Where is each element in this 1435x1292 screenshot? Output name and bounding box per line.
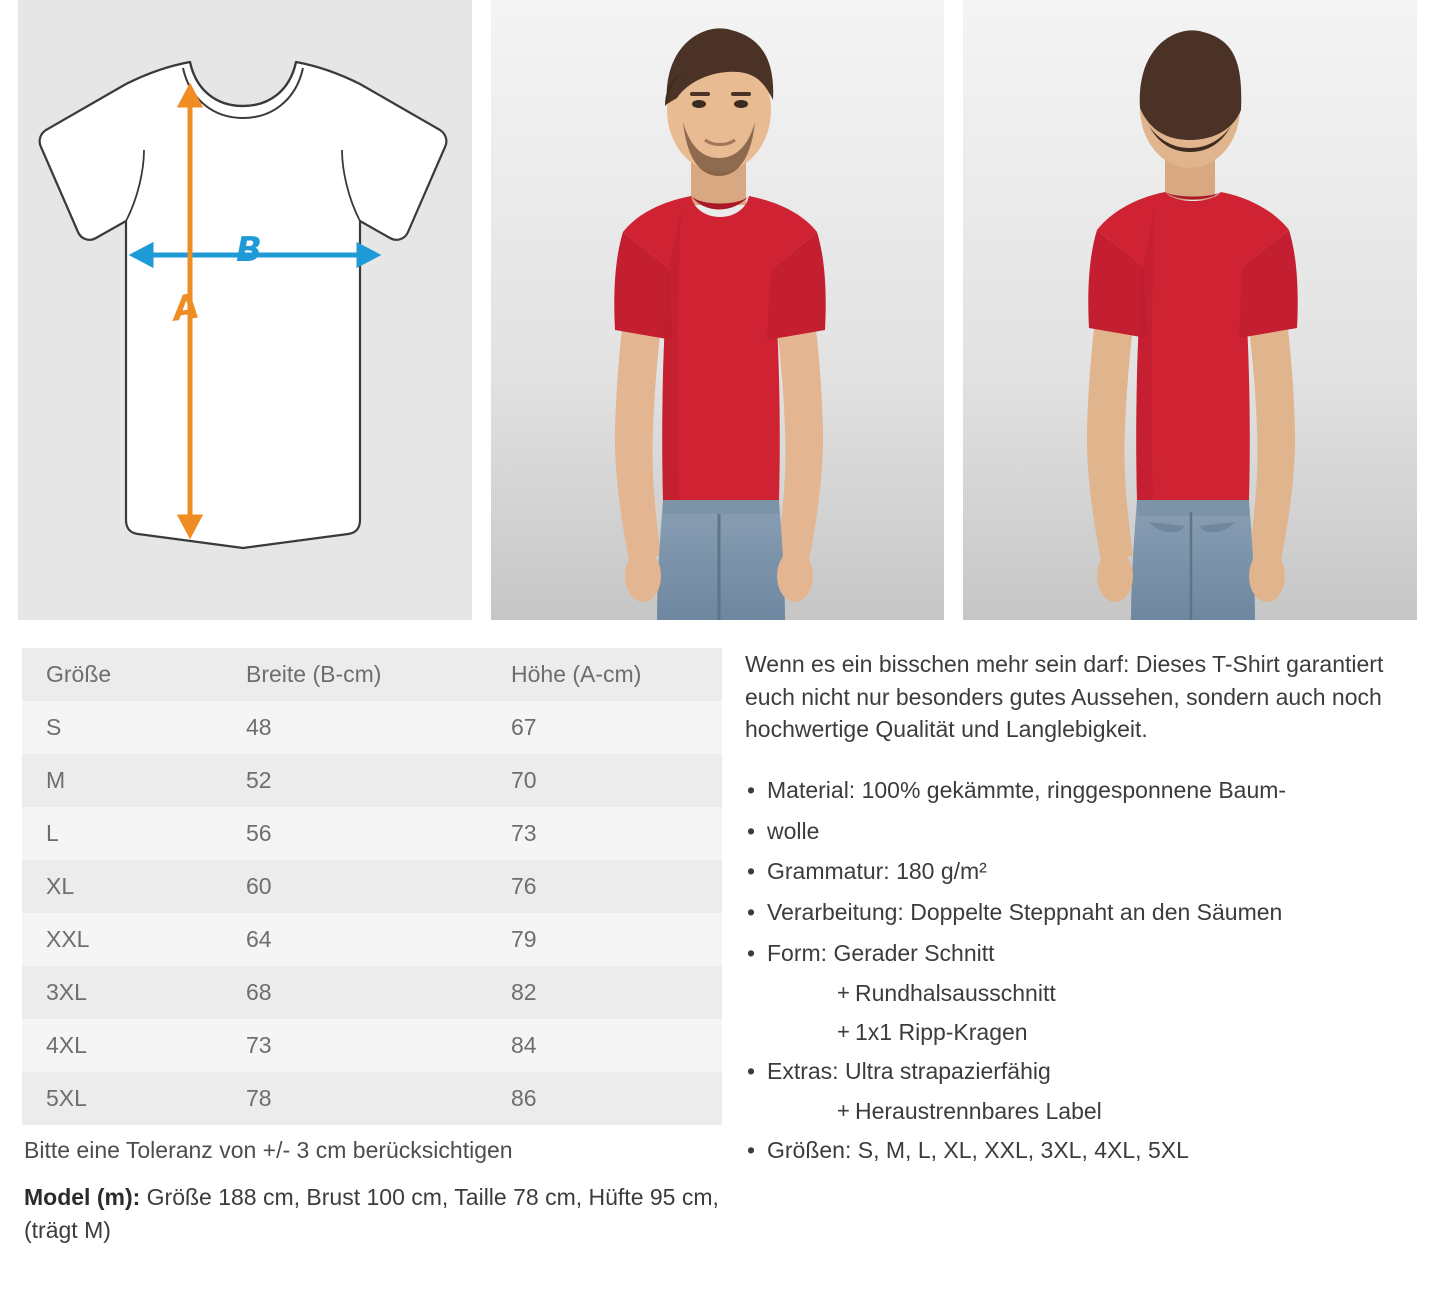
- cell-height: 86: [511, 1085, 537, 1111]
- list-item-continuation: • wolle: [745, 815, 1417, 848]
- list-item: • Verarbeitung: Doppelte Steppnaht an den Säumen: [745, 896, 1417, 929]
- details-section: [0, 648, 1435, 1292]
- table-row: [22, 807, 722, 860]
- cell-width: 56: [246, 820, 272, 846]
- size-table: [22, 648, 722, 1125]
- table-row: [22, 701, 722, 754]
- table-row: [22, 1072, 722, 1125]
- tolerance-note: Bitte eine Toleranz von +/- 3 cm berücksichtigen: [24, 1137, 513, 1163]
- list-item-sub: + 1x1 Ripp-Kragen: [745, 1016, 1417, 1049]
- cell-height: 82: [511, 979, 537, 1005]
- cell-height: 79: [511, 926, 537, 952]
- table-row: [22, 860, 722, 913]
- cell-height: 73: [511, 820, 537, 846]
- list-item: • Extras: Ultra strapazierfähig: [745, 1055, 1417, 1088]
- tshirt-measurement-diagram: [18, 0, 472, 620]
- table-row: [22, 754, 722, 807]
- cell-size: 5XL: [46, 1085, 87, 1111]
- table-row: [22, 1019, 722, 1072]
- cell-width: 73: [246, 1032, 272, 1058]
- cell-size: S: [46, 714, 62, 740]
- table-row: [22, 966, 722, 1019]
- cell-width: 60: [246, 873, 272, 899]
- table-row: [22, 913, 722, 966]
- cell-width: 48: [246, 714, 272, 740]
- description-intro: Wenn es ein bisschen mehr sein darf: Dieses T-Shirt garantiert euch nicht nur besonders gutes Aussehen, sondern auch noch hochwertige Qualität und Langlebigkeit.: [745, 651, 1384, 743]
- list-item: • Größen: S, M, L, XL, XXL, 3XL, 4XL, 5XL: [745, 1134, 1417, 1167]
- cell-height: 70: [511, 767, 537, 793]
- cell-size: 4XL: [46, 1032, 87, 1058]
- dimension-label-b: B: [236, 230, 262, 270]
- model-label: Model (m):: [24, 1184, 141, 1210]
- model-back-photo: [963, 0, 1417, 620]
- list-item: • Form: Gerader Schnitt: [745, 937, 1417, 970]
- model-measurements: [24, 1181, 734, 1248]
- list-item-sub: + Heraustrennbares Label: [745, 1095, 1417, 1128]
- product-image-row: [0, 0, 1435, 625]
- cell-height: 67: [511, 714, 537, 740]
- list-item-sub: + Rundhalsausschnitt: [745, 977, 1417, 1010]
- product-description: [745, 648, 1417, 1175]
- list-item: • Grammatur: 180 g/m²: [745, 855, 1417, 888]
- cell-size: 3XL: [46, 979, 87, 1005]
- list-item: • Material: 100% gekämmte, ringgesponnene Baum-: [745, 774, 1417, 807]
- cell-width: 64: [246, 926, 272, 952]
- cell-size: L: [46, 820, 59, 846]
- model-values: Größe 188 cm, Brust 100 cm, Taille 78 cm, Hüfte 95 cm, (trägt M): [24, 1184, 719, 1244]
- column-header-size: Größe: [46, 661, 112, 687]
- column-header-width: Breite (B-cm): [246, 661, 382, 687]
- cell-width: 68: [246, 979, 272, 1005]
- feature-list: [745, 774, 1417, 1167]
- cell-size: M: [46, 767, 66, 793]
- cell-height: 76: [511, 873, 537, 899]
- dimension-label-a: A: [170, 286, 202, 330]
- table-header-row: [22, 648, 722, 701]
- cell-width: 78: [246, 1085, 272, 1111]
- model-front-photo: [491, 0, 945, 620]
- cell-height: 84: [511, 1032, 537, 1058]
- cell-width: 52: [246, 767, 272, 793]
- cell-size: XL: [46, 873, 75, 899]
- cell-size: XXL: [46, 926, 90, 952]
- column-header-height: Höhe (A-cm): [511, 661, 642, 687]
- tshirt-outline-icon: [18, 0, 472, 620]
